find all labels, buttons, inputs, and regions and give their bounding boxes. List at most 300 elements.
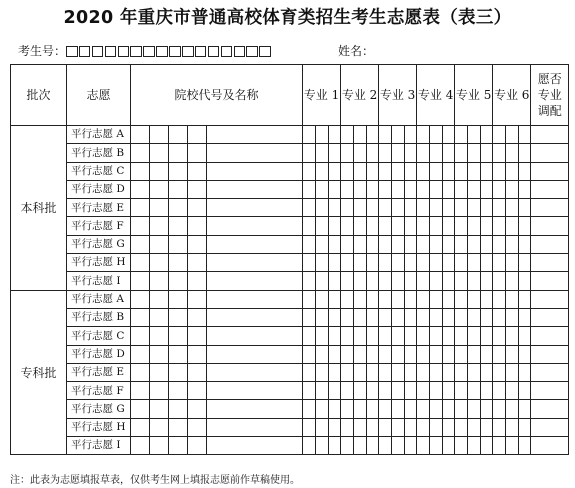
major-2-code-cell[interactable] xyxy=(367,382,379,400)
school-code-cell[interactable] xyxy=(131,345,150,363)
major-5-code-cell[interactable] xyxy=(468,382,481,400)
major-1-code-cell[interactable] xyxy=(329,327,341,345)
major-6-code-cell[interactable] xyxy=(519,254,531,272)
major-2-code-cell[interactable] xyxy=(354,437,367,455)
major-5-code-cell[interactable] xyxy=(481,254,493,272)
major-6-code-cell[interactable] xyxy=(493,418,506,436)
major-3-code-cell[interactable] xyxy=(405,162,417,180)
major-1-code-cell[interactable] xyxy=(329,382,341,400)
major-6-code-cell[interactable] xyxy=(493,144,506,162)
id-digit-box[interactable] xyxy=(130,46,142,57)
major-1-code-cell[interactable] xyxy=(316,126,329,144)
major-2-code-cell[interactable] xyxy=(341,290,354,308)
major-3-code-cell[interactable] xyxy=(392,290,405,308)
school-code-cell[interactable] xyxy=(150,327,169,345)
major-6-code-cell[interactable] xyxy=(493,437,506,455)
obey-adjustment-cell[interactable] xyxy=(531,144,569,162)
major-1-code-cell[interactable] xyxy=(316,400,329,418)
school-code-cell[interactable] xyxy=(131,199,150,217)
major-2-code-cell[interactable] xyxy=(354,382,367,400)
school-code-cell[interactable] xyxy=(169,272,188,290)
major-6-code-cell[interactable] xyxy=(493,382,506,400)
school-code-cell[interactable] xyxy=(188,345,207,363)
school-code-cell[interactable] xyxy=(150,400,169,418)
major-5-code-cell[interactable] xyxy=(455,180,468,198)
major-1-code-cell[interactable] xyxy=(316,418,329,436)
major-5-code-cell[interactable] xyxy=(481,400,493,418)
major-5-code-cell[interactable] xyxy=(481,126,493,144)
school-code-cell[interactable] xyxy=(169,217,188,235)
major-1-code-cell[interactable] xyxy=(329,217,341,235)
school-code-cell[interactable] xyxy=(169,345,188,363)
major-5-code-cell[interactable] xyxy=(481,418,493,436)
major-2-code-cell[interactable] xyxy=(341,327,354,345)
applicant-id-boxes[interactable] xyxy=(66,43,272,58)
school-name-cell[interactable] xyxy=(207,308,303,326)
major-4-code-cell[interactable] xyxy=(417,254,430,272)
major-4-code-cell[interactable] xyxy=(443,180,455,198)
school-code-cell[interactable] xyxy=(188,272,207,290)
school-code-cell[interactable] xyxy=(150,382,169,400)
major-1-code-cell[interactable] xyxy=(316,162,329,180)
major-4-code-cell[interactable] xyxy=(430,382,443,400)
major-2-code-cell[interactable] xyxy=(367,180,379,198)
id-digit-box[interactable] xyxy=(118,46,130,57)
major-4-code-cell[interactable] xyxy=(430,180,443,198)
school-name-cell[interactable] xyxy=(207,217,303,235)
major-2-code-cell[interactable] xyxy=(354,180,367,198)
major-4-code-cell[interactable] xyxy=(443,327,455,345)
major-4-code-cell[interactable] xyxy=(430,345,443,363)
major-3-code-cell[interactable] xyxy=(379,144,392,162)
major-3-code-cell[interactable] xyxy=(392,180,405,198)
obey-adjustment-cell[interactable] xyxy=(531,437,569,455)
major-1-code-cell[interactable] xyxy=(303,308,316,326)
school-name-cell[interactable] xyxy=(207,418,303,436)
major-2-code-cell[interactable] xyxy=(354,144,367,162)
school-code-cell[interactable] xyxy=(150,217,169,235)
major-3-code-cell[interactable] xyxy=(379,235,392,253)
major-4-code-cell[interactable] xyxy=(417,400,430,418)
school-name-cell[interactable] xyxy=(207,144,303,162)
obey-adjustment-cell[interactable] xyxy=(531,382,569,400)
major-4-code-cell[interactable] xyxy=(443,290,455,308)
obey-adjustment-cell[interactable] xyxy=(531,308,569,326)
major-1-code-cell[interactable] xyxy=(329,290,341,308)
major-2-code-cell[interactable] xyxy=(367,290,379,308)
major-6-code-cell[interactable] xyxy=(519,382,531,400)
major-2-code-cell[interactable] xyxy=(354,418,367,436)
major-3-code-cell[interactable] xyxy=(379,400,392,418)
major-2-code-cell[interactable] xyxy=(367,363,379,381)
major-2-code-cell[interactable] xyxy=(354,327,367,345)
major-5-code-cell[interactable] xyxy=(455,382,468,400)
major-2-code-cell[interactable] xyxy=(354,345,367,363)
major-6-code-cell[interactable] xyxy=(519,308,531,326)
major-5-code-cell[interactable] xyxy=(455,308,468,326)
school-code-cell[interactable] xyxy=(188,144,207,162)
id-digit-box[interactable] xyxy=(246,46,258,57)
major-3-code-cell[interactable] xyxy=(392,217,405,235)
major-4-code-cell[interactable] xyxy=(417,382,430,400)
major-6-code-cell[interactable] xyxy=(506,418,519,436)
major-6-code-cell[interactable] xyxy=(506,162,519,180)
major-5-code-cell[interactable] xyxy=(468,290,481,308)
major-1-code-cell[interactable] xyxy=(303,290,316,308)
major-1-code-cell[interactable] xyxy=(316,272,329,290)
major-4-code-cell[interactable] xyxy=(443,235,455,253)
major-1-code-cell[interactable] xyxy=(303,363,316,381)
major-2-code-cell[interactable] xyxy=(354,363,367,381)
major-6-code-cell[interactable] xyxy=(506,272,519,290)
id-digit-box[interactable] xyxy=(259,46,271,57)
major-4-code-cell[interactable] xyxy=(443,199,455,217)
major-6-code-cell[interactable] xyxy=(519,162,531,180)
major-3-code-cell[interactable] xyxy=(405,199,417,217)
school-code-cell[interactable] xyxy=(150,162,169,180)
school-name-cell[interactable] xyxy=(207,437,303,455)
school-code-cell[interactable] xyxy=(131,254,150,272)
school-code-cell[interactable] xyxy=(131,162,150,180)
major-4-code-cell[interactable] xyxy=(443,272,455,290)
obey-adjustment-cell[interactable] xyxy=(531,254,569,272)
major-6-code-cell[interactable] xyxy=(493,327,506,345)
major-6-code-cell[interactable] xyxy=(493,308,506,326)
major-2-code-cell[interactable] xyxy=(354,308,367,326)
major-5-code-cell[interactable] xyxy=(455,400,468,418)
major-1-code-cell[interactable] xyxy=(303,235,316,253)
major-3-code-cell[interactable] xyxy=(379,418,392,436)
major-5-code-cell[interactable] xyxy=(468,144,481,162)
major-1-code-cell[interactable] xyxy=(316,199,329,217)
major-5-code-cell[interactable] xyxy=(481,235,493,253)
major-3-code-cell[interactable] xyxy=(379,199,392,217)
major-3-code-cell[interactable] xyxy=(405,327,417,345)
major-5-code-cell[interactable] xyxy=(481,217,493,235)
school-name-cell[interactable] xyxy=(207,290,303,308)
major-6-code-cell[interactable] xyxy=(493,217,506,235)
major-4-code-cell[interactable] xyxy=(443,437,455,455)
school-name-cell[interactable] xyxy=(207,126,303,144)
school-code-cell[interactable] xyxy=(131,418,150,436)
major-1-code-cell[interactable] xyxy=(303,272,316,290)
major-1-code-cell[interactable] xyxy=(329,162,341,180)
major-6-code-cell[interactable] xyxy=(493,290,506,308)
obey-adjustment-cell[interactable] xyxy=(531,162,569,180)
school-name-cell[interactable] xyxy=(207,400,303,418)
major-1-code-cell[interactable] xyxy=(329,400,341,418)
major-6-code-cell[interactable] xyxy=(493,345,506,363)
school-code-cell[interactable] xyxy=(169,418,188,436)
school-code-cell[interactable] xyxy=(131,437,150,455)
obey-adjustment-cell[interactable] xyxy=(531,418,569,436)
major-4-code-cell[interactable] xyxy=(443,254,455,272)
major-6-code-cell[interactable] xyxy=(506,363,519,381)
major-2-code-cell[interactable] xyxy=(341,126,354,144)
major-2-code-cell[interactable] xyxy=(367,327,379,345)
major-4-code-cell[interactable] xyxy=(430,144,443,162)
school-code-cell[interactable] xyxy=(188,126,207,144)
major-2-code-cell[interactable] xyxy=(367,144,379,162)
major-1-code-cell[interactable] xyxy=(303,199,316,217)
major-5-code-cell[interactable] xyxy=(481,162,493,180)
school-code-cell[interactable] xyxy=(188,290,207,308)
obey-adjustment-cell[interactable] xyxy=(531,199,569,217)
major-1-code-cell[interactable] xyxy=(329,345,341,363)
major-1-code-cell[interactable] xyxy=(329,308,341,326)
major-3-code-cell[interactable] xyxy=(405,254,417,272)
major-3-code-cell[interactable] xyxy=(405,363,417,381)
major-3-code-cell[interactable] xyxy=(405,235,417,253)
major-5-code-cell[interactable] xyxy=(455,290,468,308)
major-3-code-cell[interactable] xyxy=(392,400,405,418)
major-6-code-cell[interactable] xyxy=(493,199,506,217)
id-digit-box[interactable] xyxy=(105,46,117,57)
id-digit-box[interactable] xyxy=(92,46,104,57)
major-2-code-cell[interactable] xyxy=(367,418,379,436)
major-4-code-cell[interactable] xyxy=(443,382,455,400)
major-5-code-cell[interactable] xyxy=(468,400,481,418)
major-4-code-cell[interactable] xyxy=(417,162,430,180)
major-3-code-cell[interactable] xyxy=(392,418,405,436)
major-1-code-cell[interactable] xyxy=(316,254,329,272)
school-code-cell[interactable] xyxy=(169,180,188,198)
school-code-cell[interactable] xyxy=(150,126,169,144)
major-4-code-cell[interactable] xyxy=(430,235,443,253)
school-name-cell[interactable] xyxy=(207,363,303,381)
major-4-code-cell[interactable] xyxy=(430,418,443,436)
school-code-cell[interactable] xyxy=(131,217,150,235)
major-4-code-cell[interactable] xyxy=(417,199,430,217)
school-code-cell[interactable] xyxy=(188,382,207,400)
major-4-code-cell[interactable] xyxy=(443,363,455,381)
major-2-code-cell[interactable] xyxy=(341,437,354,455)
major-2-code-cell[interactable] xyxy=(367,308,379,326)
major-1-code-cell[interactable] xyxy=(329,418,341,436)
major-3-code-cell[interactable] xyxy=(392,144,405,162)
school-code-cell[interactable] xyxy=(131,126,150,144)
major-6-code-cell[interactable] xyxy=(519,345,531,363)
major-1-code-cell[interactable] xyxy=(316,180,329,198)
major-1-code-cell[interactable] xyxy=(303,144,316,162)
id-digit-box[interactable] xyxy=(79,46,91,57)
major-2-code-cell[interactable] xyxy=(354,254,367,272)
major-5-code-cell[interactable] xyxy=(468,235,481,253)
major-4-code-cell[interactable] xyxy=(443,400,455,418)
obey-adjustment-cell[interactable] xyxy=(531,327,569,345)
major-6-code-cell[interactable] xyxy=(519,199,531,217)
major-4-code-cell[interactable] xyxy=(430,363,443,381)
major-5-code-cell[interactable] xyxy=(455,235,468,253)
school-code-cell[interactable] xyxy=(150,363,169,381)
major-2-code-cell[interactable] xyxy=(341,180,354,198)
major-1-code-cell[interactable] xyxy=(316,345,329,363)
major-6-code-cell[interactable] xyxy=(519,363,531,381)
major-5-code-cell[interactable] xyxy=(481,290,493,308)
major-3-code-cell[interactable] xyxy=(392,437,405,455)
major-2-code-cell[interactable] xyxy=(341,363,354,381)
obey-adjustment-cell[interactable] xyxy=(531,235,569,253)
major-2-code-cell[interactable] xyxy=(354,400,367,418)
school-code-cell[interactable] xyxy=(169,363,188,381)
major-1-code-cell[interactable] xyxy=(329,272,341,290)
school-code-cell[interactable] xyxy=(131,272,150,290)
major-5-code-cell[interactable] xyxy=(468,437,481,455)
major-2-code-cell[interactable] xyxy=(354,199,367,217)
major-1-code-cell[interactable] xyxy=(316,308,329,326)
school-code-cell[interactable] xyxy=(188,180,207,198)
obey-adjustment-cell[interactable] xyxy=(531,400,569,418)
obey-adjustment-cell[interactable] xyxy=(531,290,569,308)
major-6-code-cell[interactable] xyxy=(493,180,506,198)
major-3-code-cell[interactable] xyxy=(392,235,405,253)
major-5-code-cell[interactable] xyxy=(481,437,493,455)
school-code-cell[interactable] xyxy=(169,400,188,418)
obey-adjustment-cell[interactable] xyxy=(531,272,569,290)
major-3-code-cell[interactable] xyxy=(379,363,392,381)
school-code-cell[interactable] xyxy=(150,437,169,455)
major-5-code-cell[interactable] xyxy=(455,327,468,345)
major-2-code-cell[interactable] xyxy=(354,290,367,308)
major-5-code-cell[interactable] xyxy=(455,126,468,144)
major-3-code-cell[interactable] xyxy=(392,272,405,290)
obey-adjustment-cell[interactable] xyxy=(531,363,569,381)
id-digit-box[interactable] xyxy=(221,46,233,57)
major-6-code-cell[interactable] xyxy=(519,126,531,144)
major-1-code-cell[interactable] xyxy=(303,418,316,436)
major-3-code-cell[interactable] xyxy=(392,345,405,363)
major-1-code-cell[interactable] xyxy=(329,180,341,198)
major-6-code-cell[interactable] xyxy=(506,199,519,217)
major-3-code-cell[interactable] xyxy=(379,327,392,345)
major-3-code-cell[interactable] xyxy=(392,162,405,180)
major-4-code-cell[interactable] xyxy=(417,180,430,198)
major-5-code-cell[interactable] xyxy=(455,254,468,272)
school-code-cell[interactable] xyxy=(150,345,169,363)
major-4-code-cell[interactable] xyxy=(430,217,443,235)
school-name-cell[interactable] xyxy=(207,235,303,253)
major-1-code-cell[interactable] xyxy=(316,217,329,235)
major-2-code-cell[interactable] xyxy=(341,272,354,290)
major-4-code-cell[interactable] xyxy=(430,126,443,144)
school-code-cell[interactable] xyxy=(169,290,188,308)
major-1-code-cell[interactable] xyxy=(316,144,329,162)
major-2-code-cell[interactable] xyxy=(341,162,354,180)
school-code-cell[interactable] xyxy=(169,199,188,217)
major-4-code-cell[interactable] xyxy=(443,308,455,326)
school-code-cell[interactable] xyxy=(188,162,207,180)
major-2-code-cell[interactable] xyxy=(341,235,354,253)
school-code-cell[interactable] xyxy=(169,382,188,400)
major-2-code-cell[interactable] xyxy=(341,418,354,436)
school-code-cell[interactable] xyxy=(150,180,169,198)
major-4-code-cell[interactable] xyxy=(430,254,443,272)
major-4-code-cell[interactable] xyxy=(430,437,443,455)
major-4-code-cell[interactable] xyxy=(417,308,430,326)
major-6-code-cell[interactable] xyxy=(506,400,519,418)
major-1-code-cell[interactable] xyxy=(303,162,316,180)
major-3-code-cell[interactable] xyxy=(405,180,417,198)
major-1-code-cell[interactable] xyxy=(303,254,316,272)
obey-adjustment-cell[interactable] xyxy=(531,345,569,363)
major-2-code-cell[interactable] xyxy=(354,217,367,235)
school-code-cell[interactable] xyxy=(150,418,169,436)
major-6-code-cell[interactable] xyxy=(506,144,519,162)
major-1-code-cell[interactable] xyxy=(329,126,341,144)
school-code-cell[interactable] xyxy=(131,144,150,162)
obey-adjustment-cell[interactable] xyxy=(531,180,569,198)
school-code-cell[interactable] xyxy=(169,126,188,144)
major-6-code-cell[interactable] xyxy=(519,327,531,345)
major-5-code-cell[interactable] xyxy=(481,199,493,217)
major-2-code-cell[interactable] xyxy=(367,400,379,418)
major-3-code-cell[interactable] xyxy=(405,308,417,326)
school-code-cell[interactable] xyxy=(188,437,207,455)
school-code-cell[interactable] xyxy=(169,437,188,455)
major-5-code-cell[interactable] xyxy=(468,199,481,217)
major-1-code-cell[interactable] xyxy=(303,382,316,400)
major-3-code-cell[interactable] xyxy=(405,217,417,235)
school-name-cell[interactable] xyxy=(207,382,303,400)
major-1-code-cell[interactable] xyxy=(329,144,341,162)
school-code-cell[interactable] xyxy=(188,217,207,235)
major-5-code-cell[interactable] xyxy=(468,180,481,198)
major-6-code-cell[interactable] xyxy=(506,345,519,363)
id-digit-box[interactable] xyxy=(156,46,168,57)
major-3-code-cell[interactable] xyxy=(392,327,405,345)
major-1-code-cell[interactable] xyxy=(329,235,341,253)
major-6-code-cell[interactable] xyxy=(519,144,531,162)
major-3-code-cell[interactable] xyxy=(392,126,405,144)
major-6-code-cell[interactable] xyxy=(519,272,531,290)
major-2-code-cell[interactable] xyxy=(341,144,354,162)
major-3-code-cell[interactable] xyxy=(379,382,392,400)
major-6-code-cell[interactable] xyxy=(493,162,506,180)
major-3-code-cell[interactable] xyxy=(379,217,392,235)
school-code-cell[interactable] xyxy=(188,363,207,381)
major-6-code-cell[interactable] xyxy=(493,235,506,253)
major-6-code-cell[interactable] xyxy=(506,382,519,400)
major-6-code-cell[interactable] xyxy=(493,272,506,290)
school-code-cell[interactable] xyxy=(169,162,188,180)
major-5-code-cell[interactable] xyxy=(455,363,468,381)
major-4-code-cell[interactable] xyxy=(417,235,430,253)
major-5-code-cell[interactable] xyxy=(468,272,481,290)
major-1-code-cell[interactable] xyxy=(316,235,329,253)
major-5-code-cell[interactable] xyxy=(468,308,481,326)
major-2-code-cell[interactable] xyxy=(354,162,367,180)
major-2-code-cell[interactable] xyxy=(367,345,379,363)
major-5-code-cell[interactable] xyxy=(455,345,468,363)
major-3-code-cell[interactable] xyxy=(379,308,392,326)
major-3-code-cell[interactable] xyxy=(405,126,417,144)
major-6-code-cell[interactable] xyxy=(506,235,519,253)
major-5-code-cell[interactable] xyxy=(481,327,493,345)
school-code-cell[interactable] xyxy=(150,254,169,272)
major-5-code-cell[interactable] xyxy=(455,217,468,235)
school-code-cell[interactable] xyxy=(150,308,169,326)
major-4-code-cell[interactable] xyxy=(443,126,455,144)
major-3-code-cell[interactable] xyxy=(405,437,417,455)
major-3-code-cell[interactable] xyxy=(405,400,417,418)
major-1-code-cell[interactable] xyxy=(316,290,329,308)
major-4-code-cell[interactable] xyxy=(417,437,430,455)
school-code-cell[interactable] xyxy=(131,235,150,253)
id-digit-box[interactable] xyxy=(182,46,194,57)
major-4-code-cell[interactable] xyxy=(417,327,430,345)
school-code-cell[interactable] xyxy=(169,308,188,326)
major-1-code-cell[interactable] xyxy=(303,437,316,455)
